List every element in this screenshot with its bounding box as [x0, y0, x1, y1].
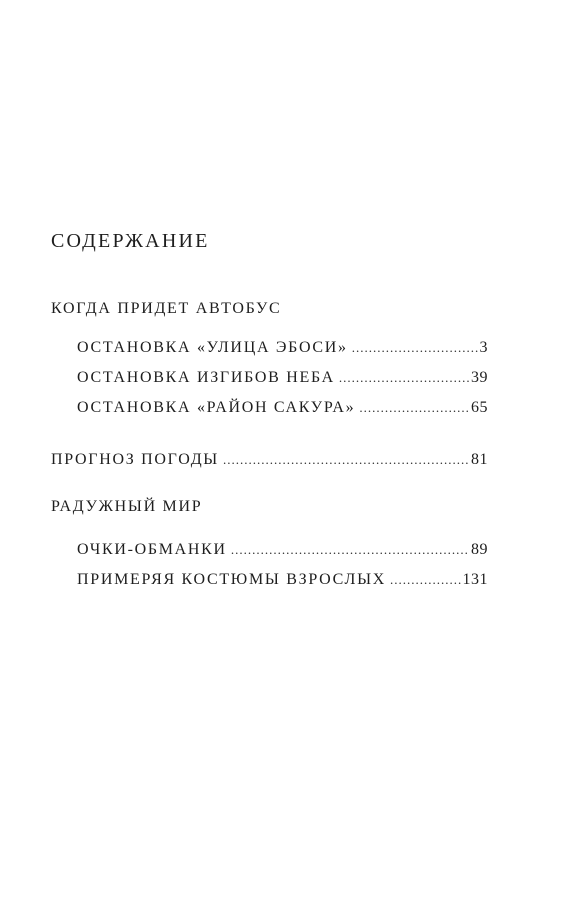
toc-title: СОДЕРЖАНИЕ: [51, 230, 210, 252]
toc-entry-page: 65: [471, 399, 488, 416]
toc-entry-weather-forecast: [51, 450, 488, 470]
toc-entry-page: 81: [471, 451, 488, 468]
dot-leader: [231, 540, 469, 560]
toc-entry-page: 131: [462, 571, 488, 588]
dot-leader: [223, 450, 469, 470]
dot-leader: [359, 398, 469, 418]
toc-entry-label: ОСТАНОВКА «РАЙОН САКУРА»: [77, 399, 356, 416]
toc-entry-label: ОЧКИ-ОБМАНКИ: [77, 541, 227, 558]
toc-entry-page: 39: [471, 369, 488, 386]
dot-leader: [352, 338, 478, 358]
toc-entry-page: 89: [471, 541, 488, 558]
dot-leader: [339, 368, 469, 388]
toc-entry-label: ОСТАНОВКА ИЗГИБОВ НЕБА: [77, 369, 335, 386]
dot-leader: [390, 570, 461, 590]
toc-entry-sakura-district: [77, 398, 488, 418]
toc-entry-sky-bends: [77, 368, 488, 388]
section-heading-rainbow-world: РАДУЖНЫЙ МИР: [51, 498, 203, 515]
toc-entry-label: ПРИМЕРЯЯ КОСТЮМЫ ВЗРОСЛЫХ: [77, 571, 386, 588]
toc-entry-label: ПРОГНОЗ ПОГОДЫ: [51, 451, 219, 468]
toc-entry-trick-glasses: [77, 540, 488, 560]
section-heading-bus: КОГДА ПРИДЕТ АВТОБУС: [51, 300, 282, 317]
toc-entry-eboshi-street: [77, 338, 488, 358]
toc-entry-adult-costumes: [77, 570, 488, 590]
toc-entry-page: 3: [479, 339, 488, 356]
toc-entry-label: ОСТАНОВКА «УЛИЦА ЭБОСИ»: [77, 339, 348, 356]
